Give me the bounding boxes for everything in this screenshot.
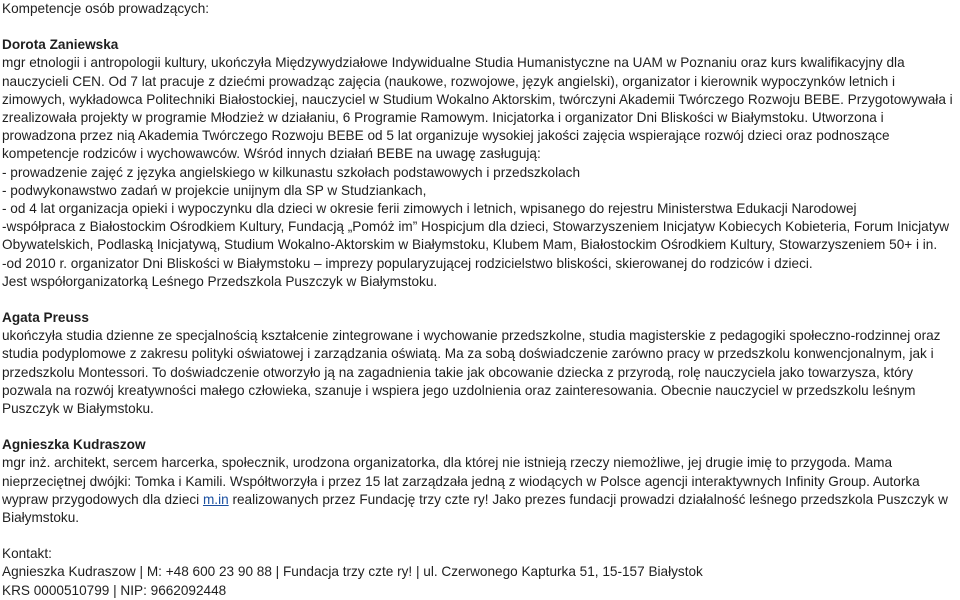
spacer [2,418,956,436]
person-name: Dorota Zaniewska [2,37,119,53]
activity-item: - od 4 lat organizacja opieki i wypoczynku dla dzieci w okresie ferii zimowych i letnich, wpisanego do rejestru Ministerstwa Edukacji Narodowej [2,201,857,217]
company-ids: KRS 0000510799 | NIP: 9662092448 [2,582,227,598]
activity-item: -od 2010 r. organizator Dni Bliskości w Białymstoku – imprezy popularyzującej rodzicielstwo bliskości, skierowanej do rodziców i dzieci. [2,255,813,271]
contact-details: Agnieszka Kudraszow | M: +48 600 23 90 88 | Fundacja trzy czte ry! | ul. Czerwonego Kapturka 51, 15-157 Białystok [2,564,703,580]
activity-item: - podwykonawstwo zadań w projekcie unijnym dla SP w Studziankach, [2,182,427,198]
spacer [2,18,956,36]
activity-item: Jest współorganizatorką Leśnego Przedszkola Puszczyk w Białymstoku. [2,273,438,289]
person-bio [2,454,956,527]
person-section-preuss [2,309,956,418]
person-section-kudraszow [2,436,956,527]
bio-text: realizowanych przez Fundację trzy czte ry! Jako prezes fundacji prowadzi działalność leśnego przedszkola Puszczyk w Białymstoku. [2,491,948,526]
activity-item: -współpraca z Białostockim Ośrodkiem Kultury, Fundacją „Pomóż im” Hospicjum dla dzieci, Stowarzyszeniem Inicjatyw Kobiecych Kobieteria, Forum Inicjatyw Obywatelskich, Podlaską Inicjatywą, Studium Wokalno-Aktorskim w Białymstoku, Klubem Mam, Białostockim Ośrodkiem Kultury, Stowarzyszeniem 50+ i in. [2,219,950,253]
spacer [2,291,956,309]
minimum-link[interactable]: m.in [202,491,229,507]
bio-text: mgr inż. architekt, sercem harcerka, społecznik, urodzona organizatorka, dla której nie istnieją rzeczy niemożliwe, jej drugie imię to przygoda. Mama nieprzeciętnej dwójki: Tomka i Kamili. Współtworzyła i przez 15 lat zarządzała jedną z wiodących w Polsce agencji interaktywnych Infinity Group. Autorka wypraw przygodowych dla dzieci [2,455,920,507]
person-section-zaniewska [2,36,956,291]
person-name: Agata Preuss [2,310,89,326]
person-bio: mgr etnologii i antropologii kultury, ukończyła Międzywydziałowe Indywidualne Studia Humanistyczne na UAM w Poznaniu oraz kurs kwalifikacyjny dla nauczycieli CEN. Od 7 lat pracuje z dziećmi prowadząc zajęcia (naukowe, rozwojowe, język angielski), organizator i kierownik wypoczynków letnich i zimowych, wykładowca Politechniki Białostockiej, nauczyciel w Studium Wokalno Aktorskim, twórczyni Akademii Twórczego Rozwoju BEBE. Przygotowywała i zrealizowała projekty w programie Młodzież w działaniu, 6 Programie Ramowym. Inicjatorka i organizator Dni Bliskości w Białymstoku. Utworzona i prowadzona przez nią Akademia Twórczego Rozwoju BEBE od 5 lat organizuje wysokiej jakości zajęcia wspierające rozwój dzieci oraz podnoszące kompetencje rodziców i wychowawców. Wśród innych działań BEBE na uwagę zasługują: [2,55,953,162]
page-heading: Kompetencje osób prowadzących: [2,1,210,16]
contact-section [2,545,956,600]
person-bio: ukończyła studia dzienne ze specjalnością kształcenie zintegrowane i wychowanie przedszkolne, studia magisterskie z pedagogiki społeczno-rodzinnej oraz studia podyplomowe z zakresu polityki oświatowej i zarządzania oświatą. Ma za sobą doświadczenie zarówno pracy w przedszkolu konwencjonalnym, jak i przedszkolu Montessori. To doświadczenie otworzyło ją na zagadnienia takie jak obcowanie dziecka z przyrodą, rolę nauczyciela jako towarzysza, który pozwala na rozwój kreatywności małego człowieka, szanuje i wspiera jego uzdolnienia oraz zainteresowania. Obecnie nauczyciel w przedszkolu leśnym Puszczyk w Białymstoku. [2,328,941,417]
person-name: Agnieszka Kudraszow [2,437,146,453]
activity-item: - prowadzenie zajęć z języka angielskiego w kilkunastu szkołach podstawowych i przedszkolach [2,164,581,180]
spacer [2,527,956,545]
contact-label: Kontakt: [2,546,52,562]
